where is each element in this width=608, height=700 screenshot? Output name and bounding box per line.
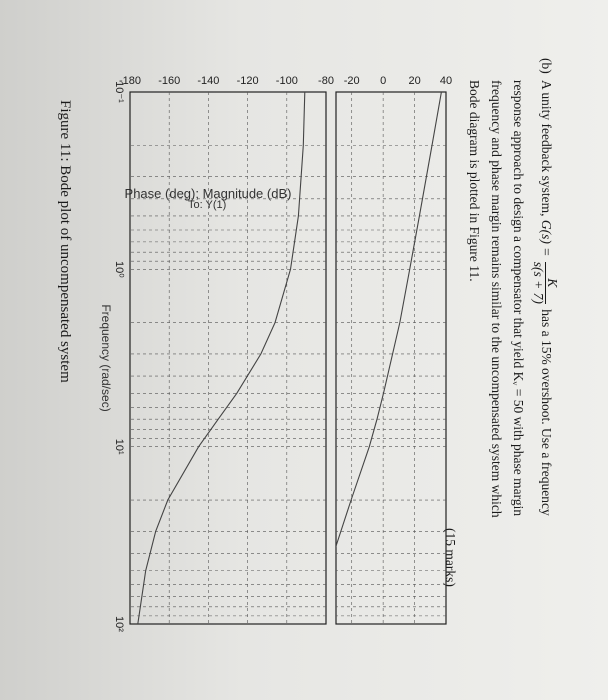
magnitude-y-tick-label: 0 (380, 75, 387, 87)
question-line-4: Bode diagram is plotted in Figure 11. (467, 80, 482, 282)
phase-y-tick-label: -80 (318, 75, 334, 87)
phase-curve (138, 92, 305, 624)
x-axis-label: Frequency (rad/sec) (99, 304, 113, 412)
figure-caption: Figure 11: Bode plot of uncompensated system (57, 100, 73, 383)
phase-y-tick-label: -140 (197, 75, 220, 87)
y-axis-label: Phase (deg); Magnitude (dB) (124, 186, 292, 201)
x-tick-label: 10¹ (113, 438, 125, 455)
plot-subtitle: To: Y(1) (188, 199, 227, 211)
magnitude-y-tick-label: 20 (408, 75, 421, 87)
question-text-pre: A unity feedback system, (538, 80, 554, 220)
question-text-post: has a 15% overshoot. Use a frequency (538, 305, 554, 516)
x-tick-labels (113, 81, 125, 632)
tf-numerator: K (545, 262, 558, 304)
question-line-3: frequency and phase margin remains similar to the uncompensated system which (489, 80, 504, 518)
question-line-2: response approach to design a compensator that yield Kᵥ = 50 with phase margin (511, 80, 526, 517)
marks-label: (15 marks) (443, 528, 458, 587)
phase-panel (119, 75, 334, 624)
phase-y-tick-label: -100 (275, 75, 298, 87)
question-label: (b) (539, 58, 554, 74)
tf-denominator: s(s + 7) (531, 261, 546, 304)
magnitude-y-tick-label: -20 (343, 75, 360, 87)
phase-y-tick-label: -120 (236, 75, 259, 87)
x-tick-label: 10² (113, 616, 125, 632)
phase-y-tick-label: -180 (118, 75, 142, 87)
x-tick-label: 10⁰ (113, 261, 125, 278)
magnitude-y-tick-label: 40 (439, 75, 453, 87)
magnitude-panel (325, 75, 452, 624)
transfer-function-name: G(s) = (538, 219, 554, 257)
phase-y-tick-label: -160 (158, 75, 181, 87)
x-tick-label: 10⁻¹ (113, 81, 125, 103)
magnitude-frame (336, 92, 446, 624)
phase-frame (130, 92, 326, 624)
